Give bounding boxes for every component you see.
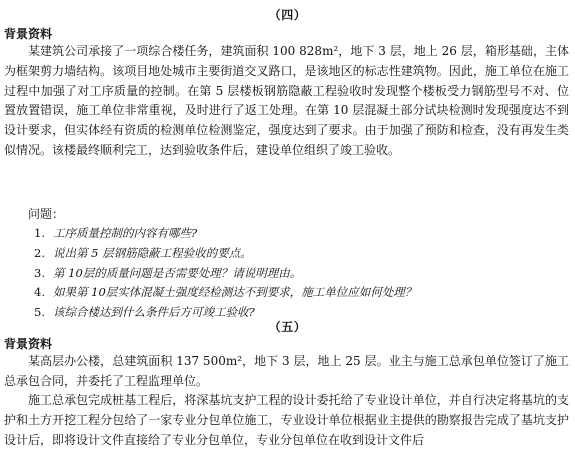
section-4-paragraph: 某建筑公司承接了一项综合楼任务，建筑面积 100 828m²，地下 3 层，地上 26 层，箱形基础，主体为框架剪力墙结构。该项目地处城市主要街道交叉路口，是该地区的标志性建筑物。因此，施工单位在施工过程中加强了对工序质量的控制。在第 5 层楼板钢筋隐蔽工程验收时发现整个楼板受力钢筋型号不对、位置放置错误，施工单位非常重视，及时进行了返工处理。在第 10 层混凝土部分试块检测时发现强度达不到设计要求，但实体经有资质的检测单位检测鉴定，强度达到了要求。由于加强了预防和检查，没有再发生类似情况。该楼最终顺利完工，达到验收条件后，建设单位组织了竣工验收。: [4, 44, 569, 157]
section-4-background-label: 背景资料: [4, 27, 53, 41]
section-5-paragraph-2: 施工总承包完成桩基工程后，将深基坑支护工程的设计委托给了专业设计单位，并自行决定将基坑的支护和土方开挖工程分包给了一家专业分包单位施工，专业设计单位根据业主提供的勘察报告完成了基坑支护设计后，即将设计文件直接给了专业分包单位，专业分包单位在收到设计文件后: [4, 393, 569, 447]
question-list: [34, 224, 416, 323]
section-4-title: （四）: [268, 8, 307, 22]
question-item: 3. 第 10层的质量问题是否需要处理？请说明理由。: [34, 265, 302, 280]
section-5-paragraph-1: 某高层办公楼，总建筑面积 137 500m²，地下 3 层，地上 25 层。业主与施工总承包单位签订了施工总承包合同，并委托了工程监理单位。: [4, 354, 569, 388]
question-item: 1. 工序质量控制的内容有哪些?: [34, 226, 198, 240]
question-item: 2. 说出第 5 层钢筋隐蔽工程验收的要点。: [34, 245, 252, 260]
question-item: 4. 如果第 10层实体混凝土强度经检测达不到要求，施工单位应如何处理？: [34, 285, 417, 300]
question-item: 5. 该综合楼达到什么条件后方可竣工验收?: [34, 305, 255, 320]
section-5-background-label: 背景资料: [4, 337, 53, 351]
section-5-title: （五）: [268, 320, 307, 334]
questions-label: 问题：: [28, 207, 65, 221]
